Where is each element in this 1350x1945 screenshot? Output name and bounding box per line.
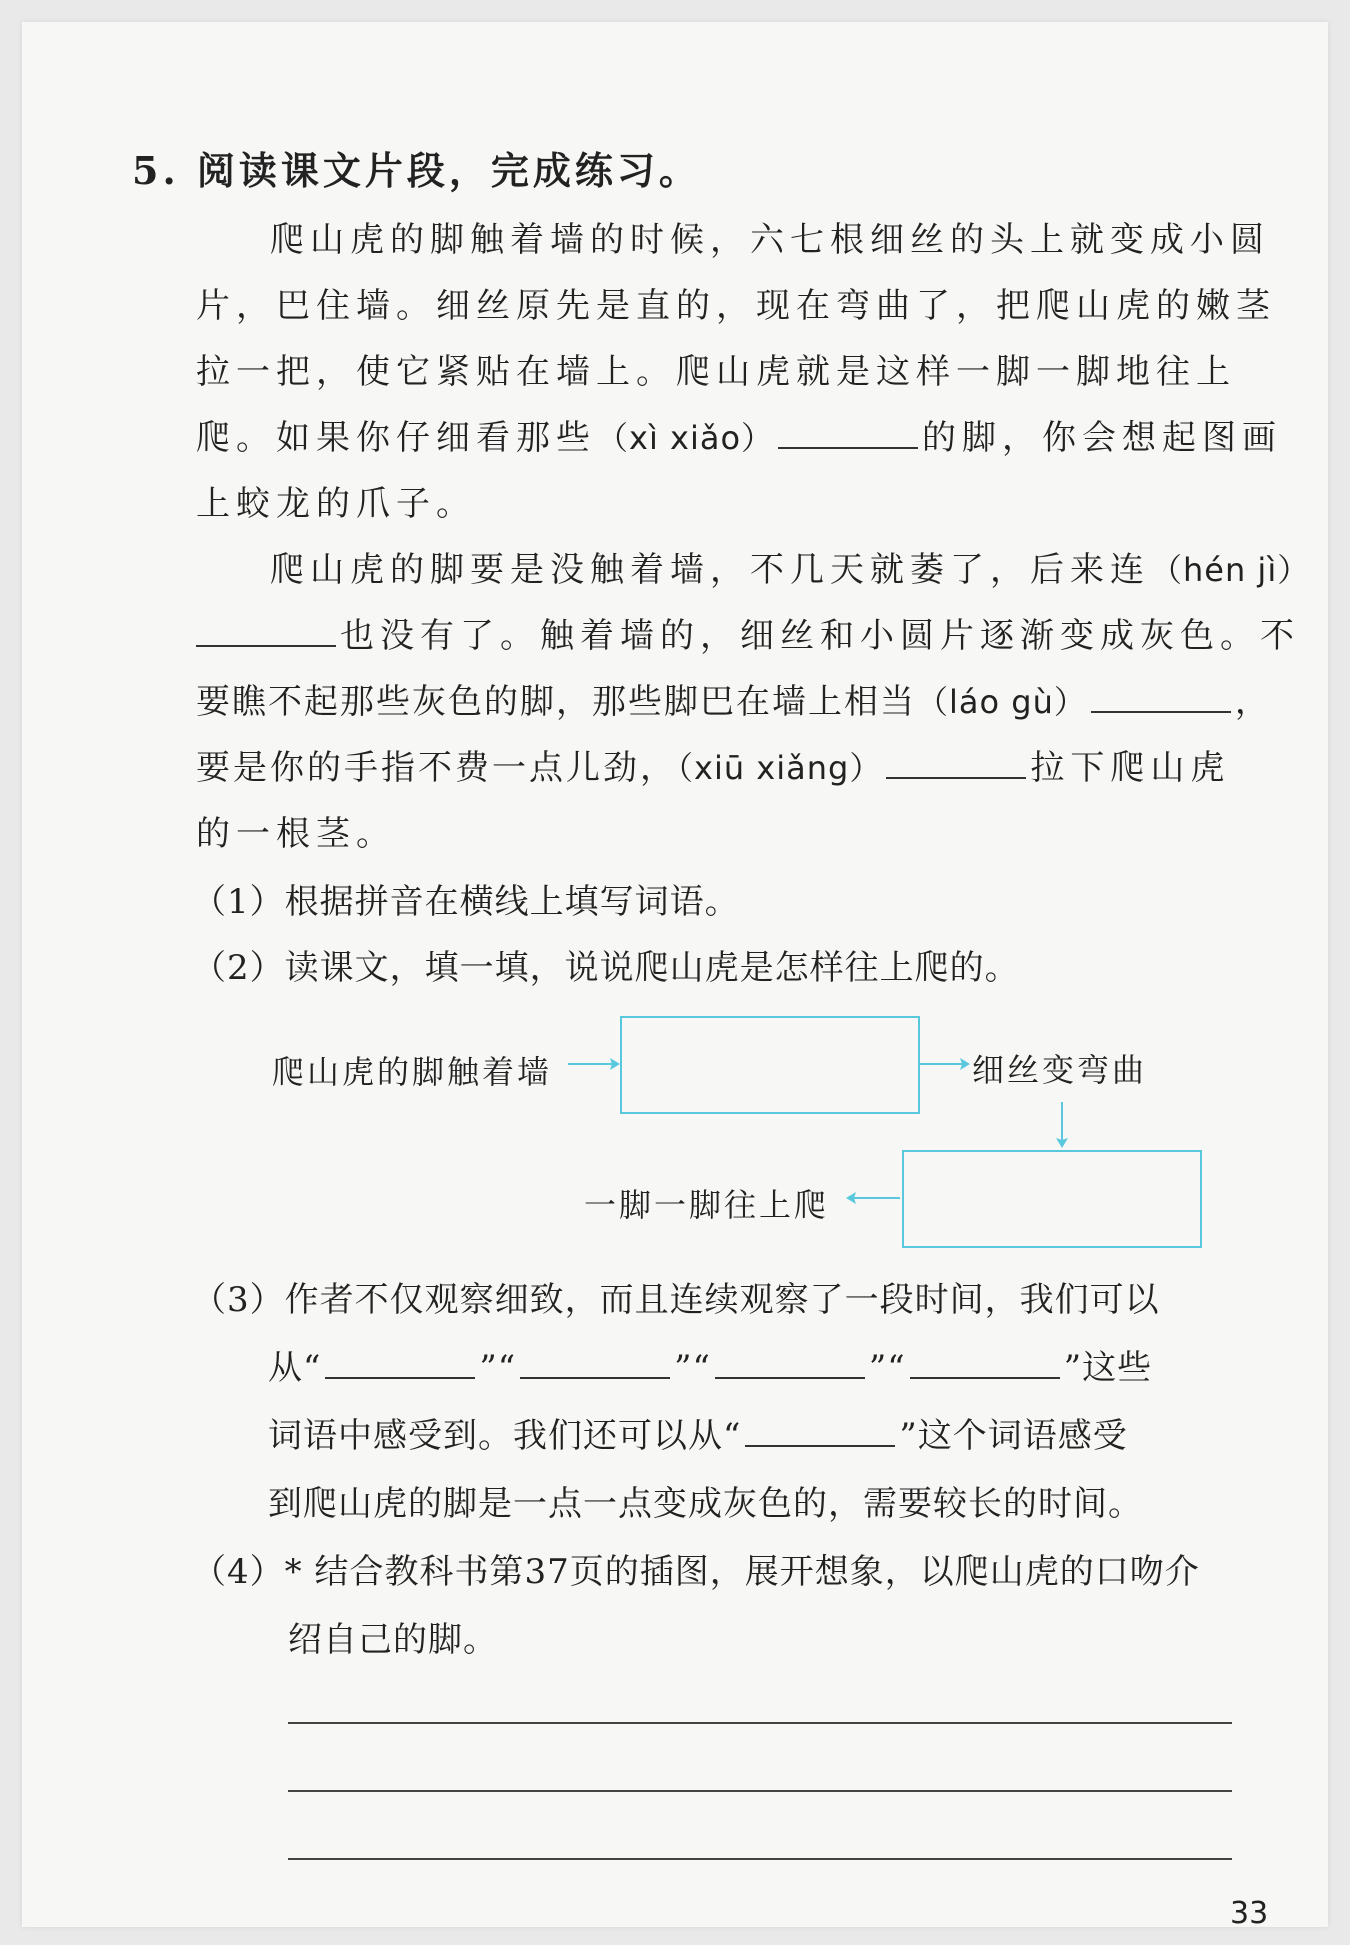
fill-blank[interactable]	[325, 1347, 475, 1379]
passage-text: ，	[1234, 682, 1275, 722]
diagram-step2-text: 细丝变弯曲	[972, 1051, 1148, 1089]
question-3: （3）作者不仅观察细致，而且连续观察了一段时间，我们可以	[192, 1280, 1160, 1320]
passage-line	[196, 674, 1275, 723]
passage-text: 拉下爬山虎	[1030, 748, 1231, 788]
fill-blank[interactable]	[886, 747, 1026, 779]
passage-line: 上蛟龙的爪子。	[196, 484, 476, 524]
page-number: 33	[1230, 1896, 1269, 1931]
question-3-line: 到爬山虎的脚是一点一点变成灰色的，需要较长的时间。	[268, 1484, 1143, 1524]
question-text: ”这些	[1063, 1348, 1153, 1388]
fill-blank[interactable]	[196, 615, 336, 647]
diagram-start-text: 爬山虎的脚触着墙	[272, 1053, 553, 1091]
question-text: ”这个词语感受	[899, 1416, 1128, 1456]
passage-line	[196, 410, 1282, 459]
passage-line	[196, 740, 1230, 789]
arrow-down-icon	[1050, 1100, 1074, 1150]
question-text: ”“	[674, 1348, 711, 1388]
question-text: ”“	[479, 1348, 517, 1388]
passage-text: 要瞧不起那些灰色的脚，那些脚巴在墙上相当	[196, 682, 916, 722]
fill-blank[interactable]	[520, 1347, 670, 1379]
passage-line	[270, 542, 1310, 591]
passage-text: 爬山虎的脚要是没触着墙，不几天就萎了，后来连	[270, 550, 1150, 590]
arrow-right-icon	[916, 1052, 972, 1076]
arrow-right-icon	[566, 1052, 622, 1076]
diagram-end-text: 一脚一脚往上爬	[584, 1186, 830, 1224]
question-3-line	[268, 1340, 1152, 1389]
question-text: 词语中感受到。我们还可以从“	[268, 1416, 742, 1456]
passage-text: 爬。如果你仔细看那些	[196, 418, 596, 458]
fill-blank[interactable]	[715, 1347, 865, 1379]
answer-writing-line[interactable]	[288, 1790, 1232, 1792]
question-text: 从“	[268, 1348, 322, 1388]
question-text: ”“	[868, 1348, 906, 1388]
passage-text: 也没有了。触着墙的，细丝和小圆片逐渐变成灰色。不	[340, 616, 1300, 656]
passage-line: 的一根茎。	[196, 814, 396, 854]
passage-line	[196, 608, 1300, 657]
diagram-answer-box-2[interactable]	[902, 1150, 1202, 1248]
pinyin-hint: （xiū xiǎng）	[677, 749, 883, 787]
answer-writing-line[interactable]	[288, 1858, 1232, 1860]
passage-line: 拉一把，使它紧贴在墙上。爬山虎就是这样一脚一脚地往上	[196, 352, 1236, 392]
pinyin-hint: （hén jì）	[1150, 551, 1311, 589]
answer-writing-line[interactable]	[288, 1722, 1232, 1724]
exercise-title: 5. 阅读课文片段，完成练习。	[132, 148, 701, 193]
passage-line: 片，巴住墙。细丝原先是直的，现在弯曲了，把爬山虎的嫩茎	[196, 286, 1276, 326]
pinyin-hint: （xì xiǎo）	[596, 419, 775, 457]
question-2: （2）读课文，填一填，说说爬山虎是怎样往上爬的。	[192, 948, 1020, 988]
passage-line: 爬山虎的脚触着墙的时候，六七根细丝的头上就变成小圆	[270, 220, 1270, 260]
passage-text: 要是你的手指不费一点儿劲，	[196, 748, 677, 788]
fill-blank[interactable]	[745, 1415, 895, 1447]
question-4-line: 绍自己的脚。	[288, 1620, 498, 1660]
passage-text: 的脚，你会想起图画	[922, 418, 1283, 458]
fill-blank[interactable]	[910, 1347, 1060, 1379]
fill-blank[interactable]	[778, 417, 918, 449]
pinyin-hint: （láo gù）	[916, 683, 1087, 721]
question-4: （4）* 结合教科书第37页的插图，展开想象，以爬山虎的口吻介	[192, 1552, 1200, 1592]
fill-blank[interactable]	[1091, 681, 1231, 713]
diagram-answer-box-1[interactable]	[620, 1016, 920, 1114]
question-3-line	[268, 1408, 1128, 1457]
question-1: （1）根据拼音在横线上填写词语。	[192, 882, 740, 922]
arrow-left-icon	[844, 1186, 902, 1210]
